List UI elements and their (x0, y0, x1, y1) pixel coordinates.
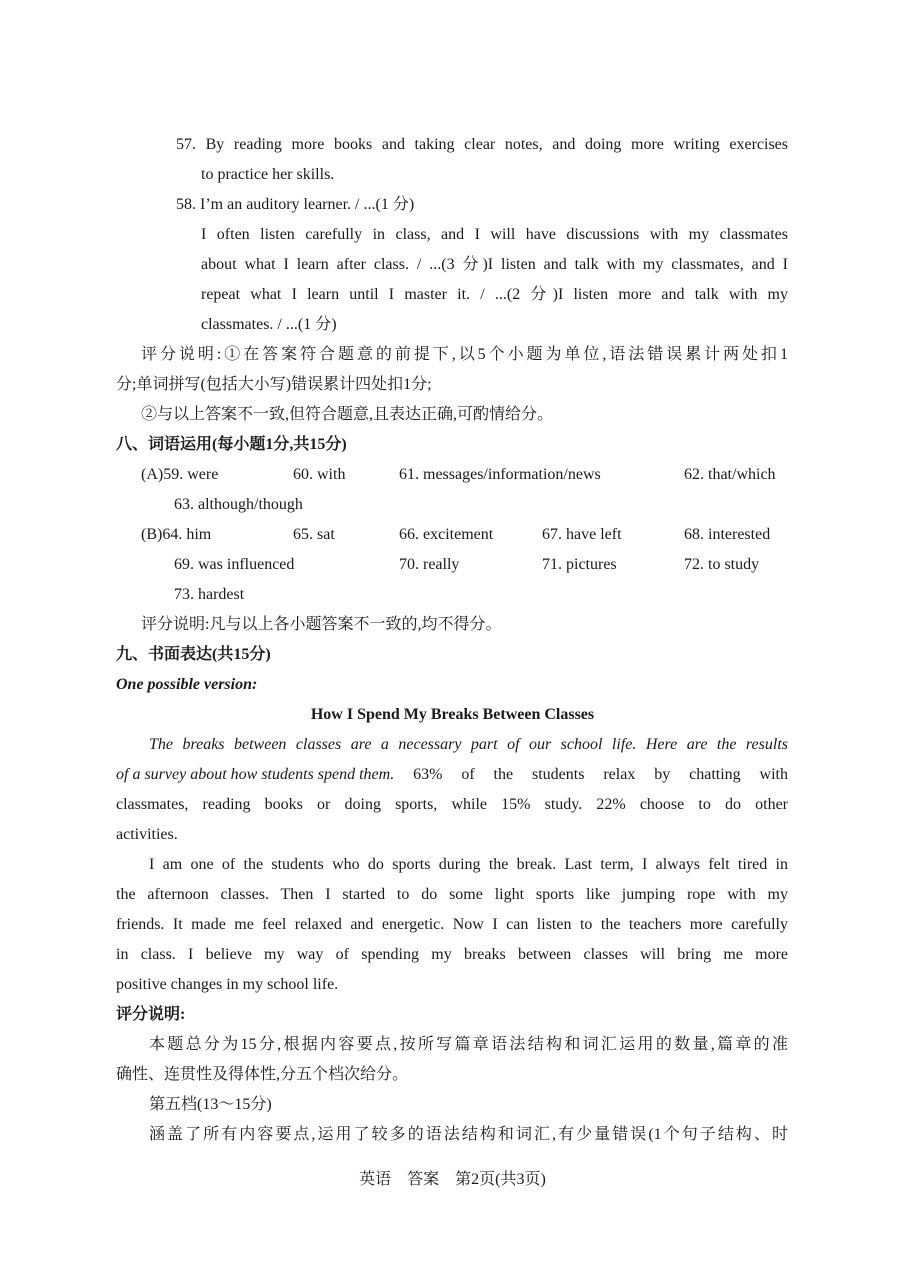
essay-p1-line-4: activities. (116, 826, 178, 843)
answer-67: 67. have left (542, 526, 622, 543)
essay-p1-line-2-italic: of a survey about how students spend them. (116, 766, 395, 783)
essay-p1-line-2-regular: 63% of the students relax by chatting with (394, 766, 788, 783)
answer-65: 65. sat (293, 526, 335, 543)
footer-subject: 英语 (359, 1171, 392, 1188)
answer-72: 72. to study (684, 556, 760, 573)
answer-58-line-2: I often listen carefully in class, and I will have discussions with my classmates (201, 226, 788, 243)
answer-69: 69. was influenced (174, 556, 295, 573)
essay-p1-line-2 (116, 765, 788, 785)
answer-73: 73. hardest (174, 586, 245, 603)
scoring-note-line-2: 分;单词拼写(包括大小写)错误累计四处扣1分; (116, 376, 432, 393)
section-9-scoring-line-2: 确性、连贯性及得体性,分五个档次给分。 (116, 1066, 409, 1083)
answer-58-line-5: classmates. / ...(1 分) (201, 316, 337, 333)
answer-71: 71. pictures (542, 556, 617, 573)
answer-61: 61. messages/information/news (399, 466, 601, 483)
answer-62: 62. that/which (684, 466, 776, 483)
section-8-heading: 八、词语运用(每小题1分,共15分) (116, 436, 347, 453)
answer-58-line-4: repeat what I learn until I master it. / ...(2 分)I listen more and talk with my (201, 286, 788, 303)
answer-57-line-1: 57. By reading more books and taking clear notes, and doing more writing exercises (176, 136, 788, 153)
version-label: One possible version: (116, 676, 258, 693)
answer-66: 66. excitement (399, 526, 494, 543)
section-9-scoring-line-1: 本题总分为15分,根据内容要点,按所写篇章语法结构和词汇运用的数量,篇章的准 (149, 1036, 788, 1053)
answer-63: 63. although/though (174, 496, 303, 513)
section-9-scoring-heading: 评分说明: (116, 1006, 186, 1023)
answer-64: (B)64. him (141, 526, 212, 543)
footer-type: 答案 (407, 1171, 440, 1188)
answer-70: 70. really (399, 556, 460, 573)
answer-68: 68. interested (684, 526, 771, 543)
essay-p1-line-1: The breaks between classes are a necessary part of our school life. Here are the results (149, 736, 788, 753)
section-8-scoring-note: 评分说明:凡与以上各小题答案不一致的,均不得分。 (141, 616, 502, 633)
scoring-note-line-3: ②与以上答案不一致,但符合题意,且表达正确,可酌情给分。 (141, 406, 554, 423)
answer-59: (A)59. were (141, 466, 219, 483)
scoring-note-line-1: 评分说明:①在答案符合题意的前提下,以5个小题为单位,语法错误累计两处扣1 (141, 346, 788, 363)
essay-p2-line-1: I am one of the students who do sports during the break. Last term, I always felt tired in (149, 856, 788, 873)
answer-60: 60. with (293, 466, 346, 483)
section-9-heading: 九、书面表达(共15分) (116, 646, 271, 663)
essay-p2-line-4: in class. I believe my way of spending my breaks between classes will bring me more (116, 946, 788, 963)
essay-title: How I Spend My Breaks Between Classes (310, 706, 595, 723)
essay-p2-line-5: positive changes in my school life. (116, 976, 339, 993)
answer-58-line-1: 58. I’m an auditory learner. / ...(1 分) (176, 196, 415, 213)
section-9-scoring-line-3: 第五档(13～15分) (149, 1096, 272, 1113)
answer-57-line-2: to practice her skills. (201, 166, 335, 183)
essay-p2-line-3: friends. It made me feel relaxed and energetic. Now I can listen to the teachers more carefully (116, 916, 788, 933)
answer-58-line-3: about what I learn after class. / ...(3 分)I listen and talk with my classmates, and I (201, 256, 788, 273)
essay-p1-line-3: classmates, reading books or doing sports, while 15% study. 22% choose to do other (116, 796, 788, 813)
page-footer (0, 1170, 905, 1190)
section-9-scoring-line-4: 涵盖了所有内容要点,运用了较多的语法结构和词汇,有少量错误(1个句子结构、时 (149, 1126, 788, 1143)
essay-p2-line-2: the afternoon classes. Then I started to do some light sports like jumping rope with my (116, 886, 788, 903)
footer-page: 第2页(共3页) (455, 1171, 546, 1188)
